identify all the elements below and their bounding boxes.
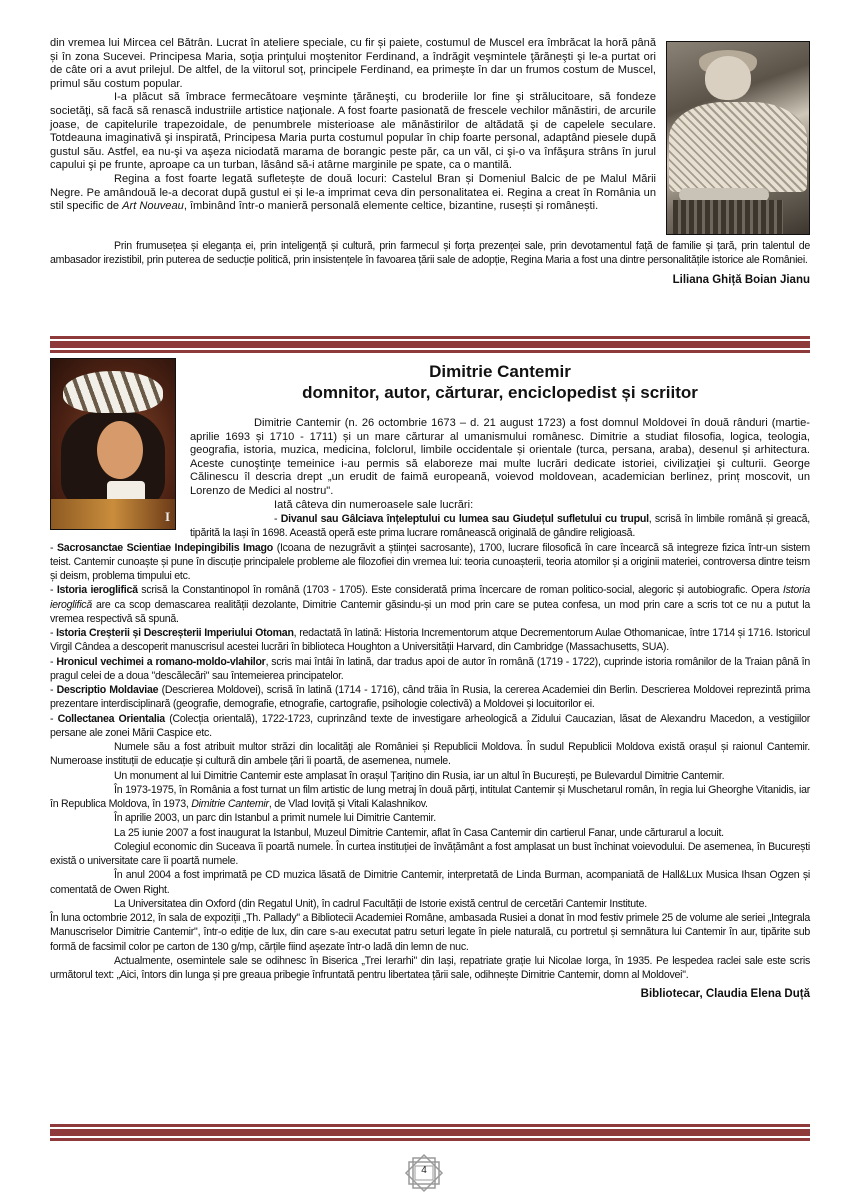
work-title: Sacrosanctae Scientiae Indepingibilis Imago (56, 541, 273, 554)
work-text: , redactată în latină: Historia Incrementorum atque Decrementorum Aulae Othomanicae, între 1714 și 1716. Istoricul Virgil Cândea a descoperit manuscrisul acestei lucrări în biblioteca Houghton a Universității Harvard, din Cambridge (Massachusetts, SUA). (50, 627, 810, 654)
photo-detail (63, 371, 163, 413)
section-divider (50, 336, 810, 353)
work-title: Hronicul vechimei a romano-moldo-vlahilor (56, 655, 266, 668)
work-title: Divanul sau Gâlciava înțeleptului cu lumea sau Giudețul sufletului cu trupul (280, 513, 649, 526)
text-run: Regina a fost foarte legată sufletește de două locuri: Castelul Bran și Domeniul Balcic de pe Malul Mării Negre. Pe amândouă le-a decorat după gustul ei și le-a imprimat ceva din personalitatea ei. Regina a creat în România un stil specific de (50, 172, 656, 213)
photo-detail (705, 56, 751, 100)
paragraph: În anul 2004 a fost imprimată pe CD muzica lăsată de Dimitrie Cantemir, interpretată de Linda Burman, acompaniată de Hall&Lux Musica Ihsan Ogzen și comentată de Owen Right. (50, 869, 810, 896)
photo-detail (97, 421, 143, 479)
author-signature: Bibliotecar, Claudia Elena Duță (640, 988, 810, 1001)
cantemir-portrait (50, 358, 176, 530)
section-divider (50, 1124, 810, 1141)
paragraph: Numele său a fost atribuit multor străzi din localități ale României și Republicii Moldova. În sudul Republicii Moldova există orașul și raionul Cantemir. Numeroase instituții de educație și cultură din ambele țări îi poartă, de asemenea, numele. (50, 741, 810, 768)
queen-maria-photo (666, 41, 810, 235)
paragraph (50, 783, 810, 812)
work-item: - Divanul sau Gâlciava înțeleptului cu lumea sau Giudețul sufletului cu trupul, scrisă în limbile română și greacă, tipărită la Iași în 1698. Această operă este prima lucrare românească originală de gândire religioasă. (190, 513, 810, 540)
text-run: În 1973-1975, în România a fost turnat un film artistic de lung metraj în două părți, intitulat Cantemir și Muschetarul român, în regia lui Gheorghe Vitanidis, iar în Republica Moldova, în 1973, (50, 783, 810, 811)
paragraph: Dimitrie Cantemir (n. 26 octombrie 1673 – d. 21 august 1723) a fost domnul Moldovei în două rânduri (martie-aprilie 1693 și 1710 - 1711) și un mare cărturar al umanismului românesc. Dimitrie a studiat filosofia, logica, teologia, geografia, istoria, muzica, medicina, folclorul, limbile occidentale și orientale (turca, persana, araba), desenul și arhitectura. Aceste cunoştinţe temeinice i-au permis să elaboreze mai multe lucrări dedicate istoriei, civilizaţiei şi culturii. George Călinescu îl descria drept „un erudit de faimă europeană, voievod moldovean, academician berlinez, prinț moscovit, un Lorenzo de Medici al nostru". (190, 417, 810, 497)
work-item: - Sacrosanctae Scientiae Indepingibilis Imago (Icoana de nezugrăvit a științei sacrosante), 1700, lucrare filosofică în care încearcă să integreze fizica într-un sistem teist. Cantemir cunoaște și pune în discuție principalele probleme ale filozofiei din vremea lui: teoria cunoașterii, teoria atomilor și a originii materiei, controversa dintre teism și deism, problema timpului etc. (50, 541, 810, 583)
italic-term: Istoria ieroglifică (50, 584, 810, 611)
work-title: Istoria ieroglifică (56, 584, 138, 597)
paragraph: În aprilie 2003, un parc din Istanbul a primit numele lui Dimitrie Cantemir. (114, 812, 436, 825)
paragraph: Iată câteva din numeroasele sale lucrări: (274, 498, 474, 511)
italic-term: Art Nouveau (122, 200, 184, 213)
paragraph: din vremea lui Mircea cel Bătrân. Lucrat în ateliere speciale, cu fir și paiete, costumul de Muscel era îmbrăcat la horă până și în zona Sucevei. Principesa Maria, soţia prinţului moştenitor Ferdinand, a îndrăgit veşmintele ţărăneşti şi le-a purtat ori de câte ori a avut prilejul. De altfel, de la viitorul soț, principele Ferdinand, ea primeşte în dar un frumos costum de Muscel, primul său costum popular. (50, 37, 656, 90)
author-signature: Liliana Ghiță Boian Jianu (672, 273, 810, 286)
work-text: (Colecția orientală), 1722-1723, cuprinzând texte de investigare arheologică a Zidului Caucazian, lăsat de Alexandru Macedon, a vestigiilor persane ale zonei Mării Caspice etc. (50, 712, 810, 739)
text-run: , de Vlad Ioviță și Vitali Kalashnikov. (268, 798, 428, 811)
paragraph: Actualmente, osemintele sale se odihnesc în Biserica „Trei Ierarhi" din Iași, repatriate grație lui Nicolae Iorga, în 1935. Pe lespedea raclei sale este scris următorul text: „Aici, întors din lunga și pre greaua pribegie înfruntată pentru libertatea țării sale, odihnește Dimitrie Cantemir, domn al Moldovei". (50, 954, 810, 982)
work-text: (Descrierea Moldovei), scrisă în latină (1714 - 1716), când trăia în Rusia, la cererea Academiei din Berlin. Descrierea Moldovei reprezintă prima prezentare interdisciplinară (geografie, demografie, etnografie, cartografie, psihologie colectivă) a Moldovei și locuitorilor ei. (50, 684, 811, 711)
photo-detail (51, 499, 175, 530)
paragraph: Colegiul economic din Suceava îi poartă numele. În curtea instituției de învățământ a fost amplasat un bust închinat voievodului. De asemenea, în București există o universitate care îi poartă numele. (50, 840, 810, 868)
paragraph: La Universitatea din Oxford (din Regatul Unit), în cadrul Facultății de Istorie există centrul de cercetări Cantemir Institute. (114, 897, 647, 910)
page-number: 4 (421, 1165, 427, 1176)
italic-term: Dimitrie Cantemir (191, 798, 269, 811)
work-title: Collectanea Orientalia (57, 712, 165, 725)
photo-detail (673, 200, 783, 234)
paragraph: I-a plăcut să îmbrace fermecătoare veşminte ţărăneşti, cu broderiile lor fine şi strălucitoare, să fondeze societăţi, să facă să renască industriile artistice naţionale. A fost foarte pasionată de frescele vechilor mănăstiri, de arcurile joase, de capitelurile trapezoidale, de penumbrele misterioase ale mănăstirilor de altădată şi de capelele seculare. Totdeauna imaginativă şi inspirată, Principesa Maria purta costumul popular în chip foarte personal, adaptând piesele după gustul său. Astfel, ea nu-şi va aşeza niciodată marama de borangic peste păr, ca un văl, ci şi-o va înfăşura strâns în jurul capului şi pe frunte, aproape ca un turban, lăsând să-i atârne marginile pe spate, ca o mantilă. (50, 91, 656, 172)
paragraph: În luna octombrie 2012, în sala de expoziții „Th. Pallady" a Bibliotecii Academiei Române, ambasada Rusiei a donat în mod festiv primele 25 de volume ale seriei „Integrala Manuscriselor Dimitrie Cantemir", într-o ediție de lux, din care s-au executat patru seturi legate în piele naturală, cu portretul și semnătura lui Cantemir în aur, tipărite sub formă de facsimil color pe carton de 130 g/mp, cărțile fiind așezate într-o ladă din lemn de nuc. (50, 912, 810, 953)
article-subtitle: domnitor, autor, cărturar, enciclopedist și scriitor (302, 383, 698, 402)
article-queen-maria (50, 37, 810, 286)
roman-numeral-mark: I (164, 509, 170, 524)
article-dimitrie-cantemir (50, 358, 810, 1000)
work-title: Descriptio Moldaviae (56, 684, 159, 697)
article-heading (190, 358, 810, 404)
work-item: - Istoria Creșterii și Descreșterii Imperiului Otoman, redactată în latină: Historia Incrementorum atque Decrementorum Aulae Othomanicae, între 1714 și 1716. Istoricul Virgil Cândea a descoperit manuscrisul acestei lucrări în biblioteca Houghton a Universității Harvard, din Cambridge (Massachusetts, SUA). (50, 627, 810, 654)
work-text: scrisă la Constantinopol în română (1703 - 1705). Este considerată prima încercare de roman politico-social, alegoric și autobiografic. Opera (137, 584, 783, 597)
work-text: , scris mai întâi în latină, dar tradus apoi de autor în română (1719 - 1722), cuprinde istoria românilor de la Traian până în pragul celei de a doua "descălecări" sau întemeierea principatelor. (50, 655, 810, 682)
work-item: - Hronicul vechimei a romano-moldo-vlahilor, scris mai întâi în latină, dar tradus apoi de autor în română (1719 - 1722), cuprinde istoria românilor de la Traian până în pragul celei de a doua "descălecări" sau întemeierea principatelor. (50, 655, 810, 682)
work-item: - Istoria ieroglifică scrisă la Constantinopol în română (1703 - 1705). Este considerată prima încercare de roman politico-social, alegoric și autobiografic. Opera Istoria ieroglifică are ca scop demascarea realității dezolante, Dimitrie Cantemir găsindu-și un mod prin care se putea confesa, un mod prin care a scris tot ce nu a putut la vremea respectivă să spună. (50, 584, 810, 625)
photo-detail (669, 102, 807, 192)
work-text: (Icoana de nezugrăvit a științei sacrosante), 1700, lucrare filosofică în care încearcă să integreze fizica într-un sistem teist. Cantemir cunoaște și pune în discuție principalele probleme ale filozofiei din vremea lui: teoria cunoașterii, teoria atomilor și a originii materiei, controversa dintre teism și deism, problema timpului etc. (50, 541, 810, 583)
paragraph: Prin frumusețea și eleganța ei, prin inteligență și cultură, prin farmecul și forța prezenței sale, prin devotamentul față de familie și țară, prin talentul de ambasador irezistibil, prin puterea de seducție politică, prin insistențele în favoarea țării sale de adopție, Regina Maria a fost una dintre personalitățile istorice ale României. (50, 240, 810, 267)
work-title: Istoria Creșterii și Descreșterii Imperiului Otoman (56, 627, 294, 640)
work-item: - Descriptio Moldaviae (Descrierea Moldovei), scrisă în latină (1714 - 1716), când trăia în Rusia, la cererea Academiei din Berlin. Descrierea Moldovei reprezintă prima prezentare interdisciplinară (geografie, demografie, etnografie, cartografie, psihologie colectivă) a Moldovei și locuitorilor ei. (50, 684, 811, 711)
text-run: , îmbinând într-o manieră personală elemente celtice, bizantine, rusești și românești. (183, 200, 599, 213)
work-text: , scrisă în limbile română și greacă, tipărită la Iași în 1698. Această operă este prima lucrare românească originală de gândire religioasă. (190, 513, 810, 540)
article-title: Dimitrie Cantemir (429, 362, 571, 381)
paragraph: Un monument al lui Dimitrie Cantemir este amplasat în orașul Țarițino din Rusia, iar un altul în București, pe Bulevardul Dimitrie Cantemir. (114, 769, 725, 782)
work-text: are ca scop demascarea realității dezolante, Dimitrie Cantemir găsindu-și un mod prin care se putea confesa, un mod prin care a scris tot ce nu a putut la vremea respectivă să spună. (50, 598, 810, 625)
page-number-badge (404, 1153, 444, 1193)
paragraph: La 25 iunie 2007 a fost inaugurat la Istanbul, Muzeul Dimitrie Cantemir, aflat în Casa Cantemir din cartierul Fanar, unde cărturarul a locuit. (114, 826, 724, 839)
work-item: - Collectanea Orientalia (Colecția orientală), 1722-1723, cuprinzând texte de investigare arheologică a Zidului Caucazian, lăsat de Alexandru Macedon, a vestigiilor persane ale zonei Mării Caspice etc. (50, 712, 810, 739)
